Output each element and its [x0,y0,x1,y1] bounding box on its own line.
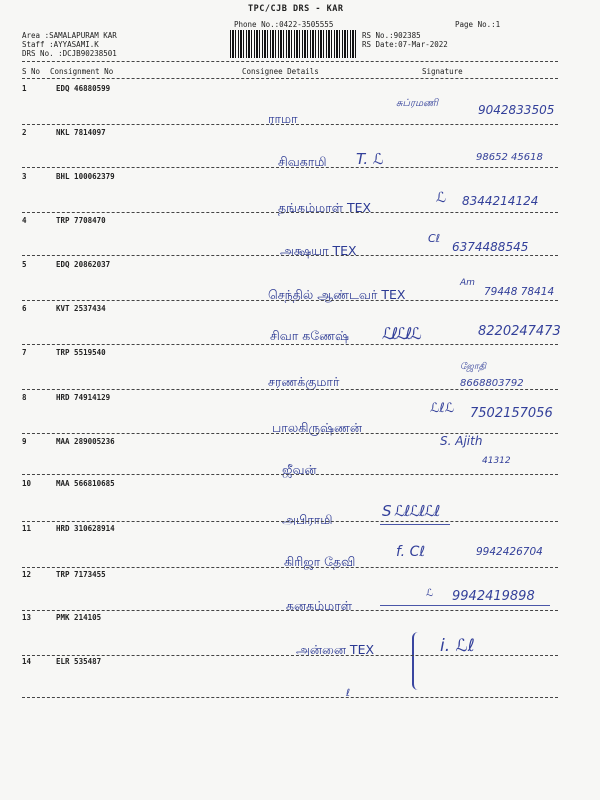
row-consignment: TRP 7173455 [56,570,106,579]
row-sno: 5 [22,260,27,269]
row-signature: S. Ajith [440,434,483,448]
drs-number: DRS No. :DCJB90238501 [22,49,117,58]
rs-number: RS No.:902385 [362,31,421,40]
row-consignee: பாலகிருஷ்ணன் [272,420,363,435]
row-sno: 13 [22,613,32,622]
signature-note: 41312 [482,456,511,466]
row-consignee: அபிராமி [282,512,333,527]
row-rule [22,567,558,568]
row-consignee: ராமா [268,111,298,126]
row-sno: 10 [22,479,32,488]
rs-date: RS Date:07-Mar-2022 [362,40,448,49]
row-signature: 9942426704 [476,546,543,558]
row-consignment: PMK 214105 [56,613,102,622]
row-signature: 79448 78414 [484,286,555,298]
row-signature-name: ஜோதி [460,362,486,372]
row-consignee: சிவா கணேஷ் [270,328,350,343]
barcode [230,30,358,58]
row-rule [22,610,558,611]
row-signature: 6374488545 [452,240,529,254]
signature-underline [380,605,550,606]
signature-mark: Am [460,278,475,288]
row-rule [22,255,558,256]
row-consignee: கனகம்மாள் [286,598,353,613]
row-consignee: அன்னை TEX [296,642,375,657]
row-sno: 9 [22,437,27,446]
row-rule [22,389,558,390]
row-signature: 8220247473 [478,324,561,339]
signature-mark: ℒ [436,190,447,206]
row-consignment: MAA 289005236 [56,437,115,446]
row-sno: 4 [22,216,27,225]
row-rule [22,212,558,213]
row-sno: 14 [22,657,32,666]
row-sno: 6 [22,304,27,313]
row-rule [22,167,558,168]
row-sno: 8 [22,393,27,402]
row-consignment: KVT 2537434 [56,304,106,313]
row-rule [22,521,558,522]
row-consignee: சிவகாமி [278,154,327,169]
col-sno: S No [22,67,41,76]
row-signature: 9942419898 [452,589,535,604]
row-consignee: அக்ஷயா TEX [280,243,357,258]
col-signature: Signature [422,67,463,76]
scribble-signature: ℒℓℒ [430,401,455,416]
stray-mark: ℓ [346,688,351,699]
row-signature: 8668803792 [460,378,524,389]
row-rule [22,655,558,656]
phone-number: Phone No.:0422-3505555 [234,20,334,29]
initial-signature-mark: T. ℒ [356,150,384,168]
row-signature: 98652 45618 [476,152,543,163]
row-rule [22,124,558,125]
signature-underline [380,524,450,525]
row-consignment: HRD 310628914 [56,524,115,533]
row-signature: 8344214124 [462,194,539,208]
row-sno: 11 [22,524,32,533]
scribble-signature: ℒℓℒℓℒ [382,324,420,343]
row-signature: 7502157056 [470,406,553,421]
row-consignment: EDQ 20862037 [56,260,111,269]
signature-mark: ℒ [426,588,434,599]
row-consignment: TRP 5519540 [56,348,106,357]
staff-label: Staff :AYYASAMI.K [22,40,99,49]
row-rule [22,300,558,301]
row-consignee: கிரிஜா தேவி [284,554,356,569]
col-consignment: Consignment No [50,67,114,76]
row-consignee: தங்கம்மாள் TEX [278,200,372,215]
col-consignee: Consignee Details [242,67,319,76]
area-label: Area :SAMALAPURAM KAR [22,31,117,40]
row-consignment: MAA 566810685 [56,479,115,488]
row-sno: 3 [22,172,27,181]
row-rule [22,344,558,345]
row-signature-name: சுப்ரமணி [396,98,439,109]
row-sno: 2 [22,128,27,137]
scribble-signature: S ℒℓℒℓℒℓ [382,502,440,520]
row-consignee: ஜீவன் [282,462,317,477]
page-number: Page No.:1 [455,20,501,29]
row-consignment: ELR 535487 [56,657,102,666]
row-sno: 1 [22,84,27,93]
row-sno: 7 [22,348,27,357]
bracket-mark [412,632,428,690]
document-title: TPC/CJB DRS - KAR [248,4,344,14]
row-rule [22,474,558,475]
header-rule [22,61,558,62]
column-header-rule [22,78,558,79]
row-signature: 9042833505 [478,103,555,117]
initial-signature-mark: i. ℒℓ [440,636,475,656]
row-consignment: HRD 74914129 [56,393,111,402]
row-consignment: NKL 7814097 [56,128,106,137]
row-consignment: TRP 7708470 [56,216,106,225]
row-consignment: EDQ 46880599 [56,84,111,93]
row-consignment: BHL 100062379 [56,172,115,181]
row-consignee: சரணக்குமார் [268,374,340,389]
signature-mark: Cℓ [428,232,441,245]
row-rule [22,697,558,698]
row-consignee: செந்தில் ஆண்டவர் TEX [268,287,406,302]
row-sno: 12 [22,570,32,579]
initial-signature-mark: f. Cℓ [396,544,426,560]
